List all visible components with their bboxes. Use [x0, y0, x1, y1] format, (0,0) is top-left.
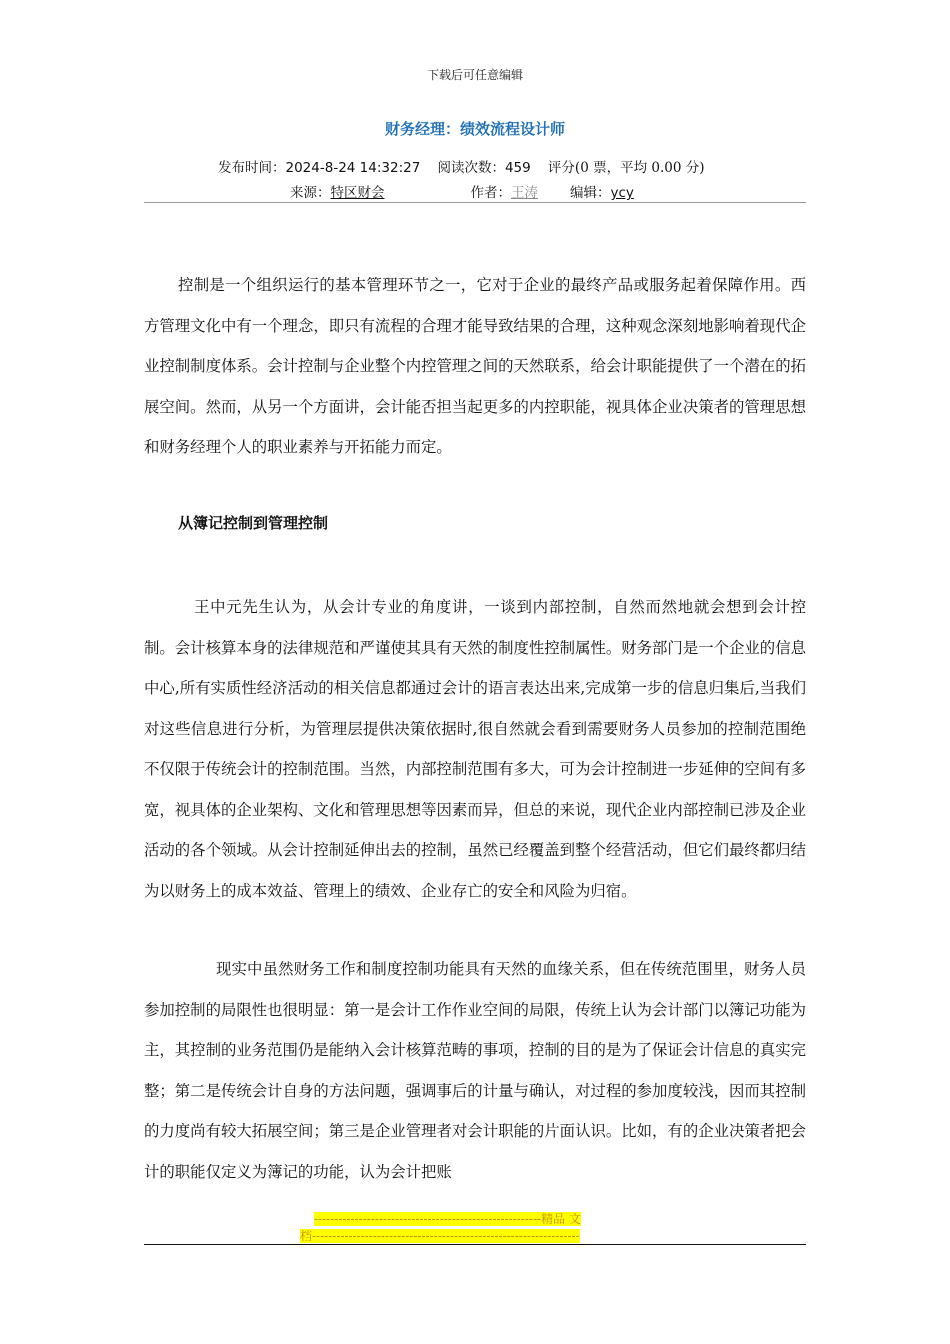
paragraph-intro: 控制是一个组织运行的基本管理环节之一，它对于企业的最终产品或服务起着保障作用。西方管理文化中有一个理念，即只有流程的合理才能导致结果的合理，这种观念深刻地影响着现代企业控制制度体系。会计控制与企业整个内控管理之间的天然联系，给会计职能提供了一个潜在的拓展空间。然而，从另一个方面讲，会计能否担当起更多的内控职能，视具体企业决策者的管理思想和财务经理个人的职业素养与开拓能力而定。 — [144, 276, 806, 456]
header-divider — [144, 202, 806, 203]
article-source-line — [290, 181, 634, 201]
article-meta-line — [218, 156, 818, 176]
editor-label: 编辑： — [570, 185, 611, 201]
reads-label: 阅读次数： — [437, 160, 505, 176]
download-note: 下载后可任意编辑 — [426, 68, 523, 82]
footer-line-2: 档------------------------------------------------------------------ — [300, 1229, 580, 1243]
author-label: 作者： — [470, 185, 511, 201]
footer-divider — [144, 1244, 806, 1245]
footer-line-1: --------------------------------------------------------精品 文 — [314, 1212, 581, 1226]
section-heading: 从簿记控制到管理控制 — [178, 514, 329, 532]
publish-time: 2024-8-24 14:32:27 — [285, 160, 421, 176]
publish-label: 发布时间： — [218, 160, 286, 176]
author-link[interactable]: 王涛 — [511, 185, 538, 201]
footer-watermark — [300, 1211, 650, 1245]
paragraph-body-2: 现实中虽然财务工作和制度控制功能具有天然的血缘关系，但在传统范围里，财务人员参加控制的局限性也很明显：第一是会计工作作业空间的局限，传统上认为会计部门以簿记功能为主，其控制的业务范围仍是能纳入会计核算范畴的事项，控制的目的是为了保证会计信息的真实完整；第二是传统会计自身的方法问题，强调事后的计量与确认，对过程的参加度较浅，因而其控制的力度尚有较大拓展空间；第三是企业管理者对会计职能的片面认识。比如，有的企业决策者把会计的职能仅定义为簿记的功能，认为会计把账 — [144, 960, 806, 1181]
source-label: 来源： — [290, 185, 331, 201]
editor-link[interactable]: ycy — [610, 185, 634, 201]
rating-text: 评分(0 票，平均 0.00 分) — [547, 160, 705, 176]
paragraph-body-1: 王中元先生认为，从会计专业的角度讲，一谈到内部控制，自然而然地就会想到会计控制。会计核算本身的法律规范和严谨使其具有天然的制度性控制属性。财务部门是一个企业的信息中心,所有实质性经济活动的相关信息都通过会计的语言表达出来,完成第一步的信息归集后,当我们对这些信息进行分析，为管理层提供决策依据时,很自然就会看到需要财务人员参加的控制范围绝不仅限于传统会计的控制范围。当然，内部控制范围有多大，可为会计控制进一步延伸的空间有多宽，视具体的企业架构、文化和管理思想等因素而异，但总的来说，现代企业内部控制已涉及企业活动的各个领域。从会计控制延伸出去的控制，虽然已经覆盖到整个经营活动，但它们最终都归结为以财务上的成本效益、管理上的绩效、企业存亡的安全和风险为归宿。 — [144, 598, 806, 900]
reads-count: 459 — [504, 160, 531, 176]
source-link[interactable]: 特区财会 — [330, 185, 385, 201]
article-title: 财务经理：绩效流程设计师 — [384, 120, 565, 138]
